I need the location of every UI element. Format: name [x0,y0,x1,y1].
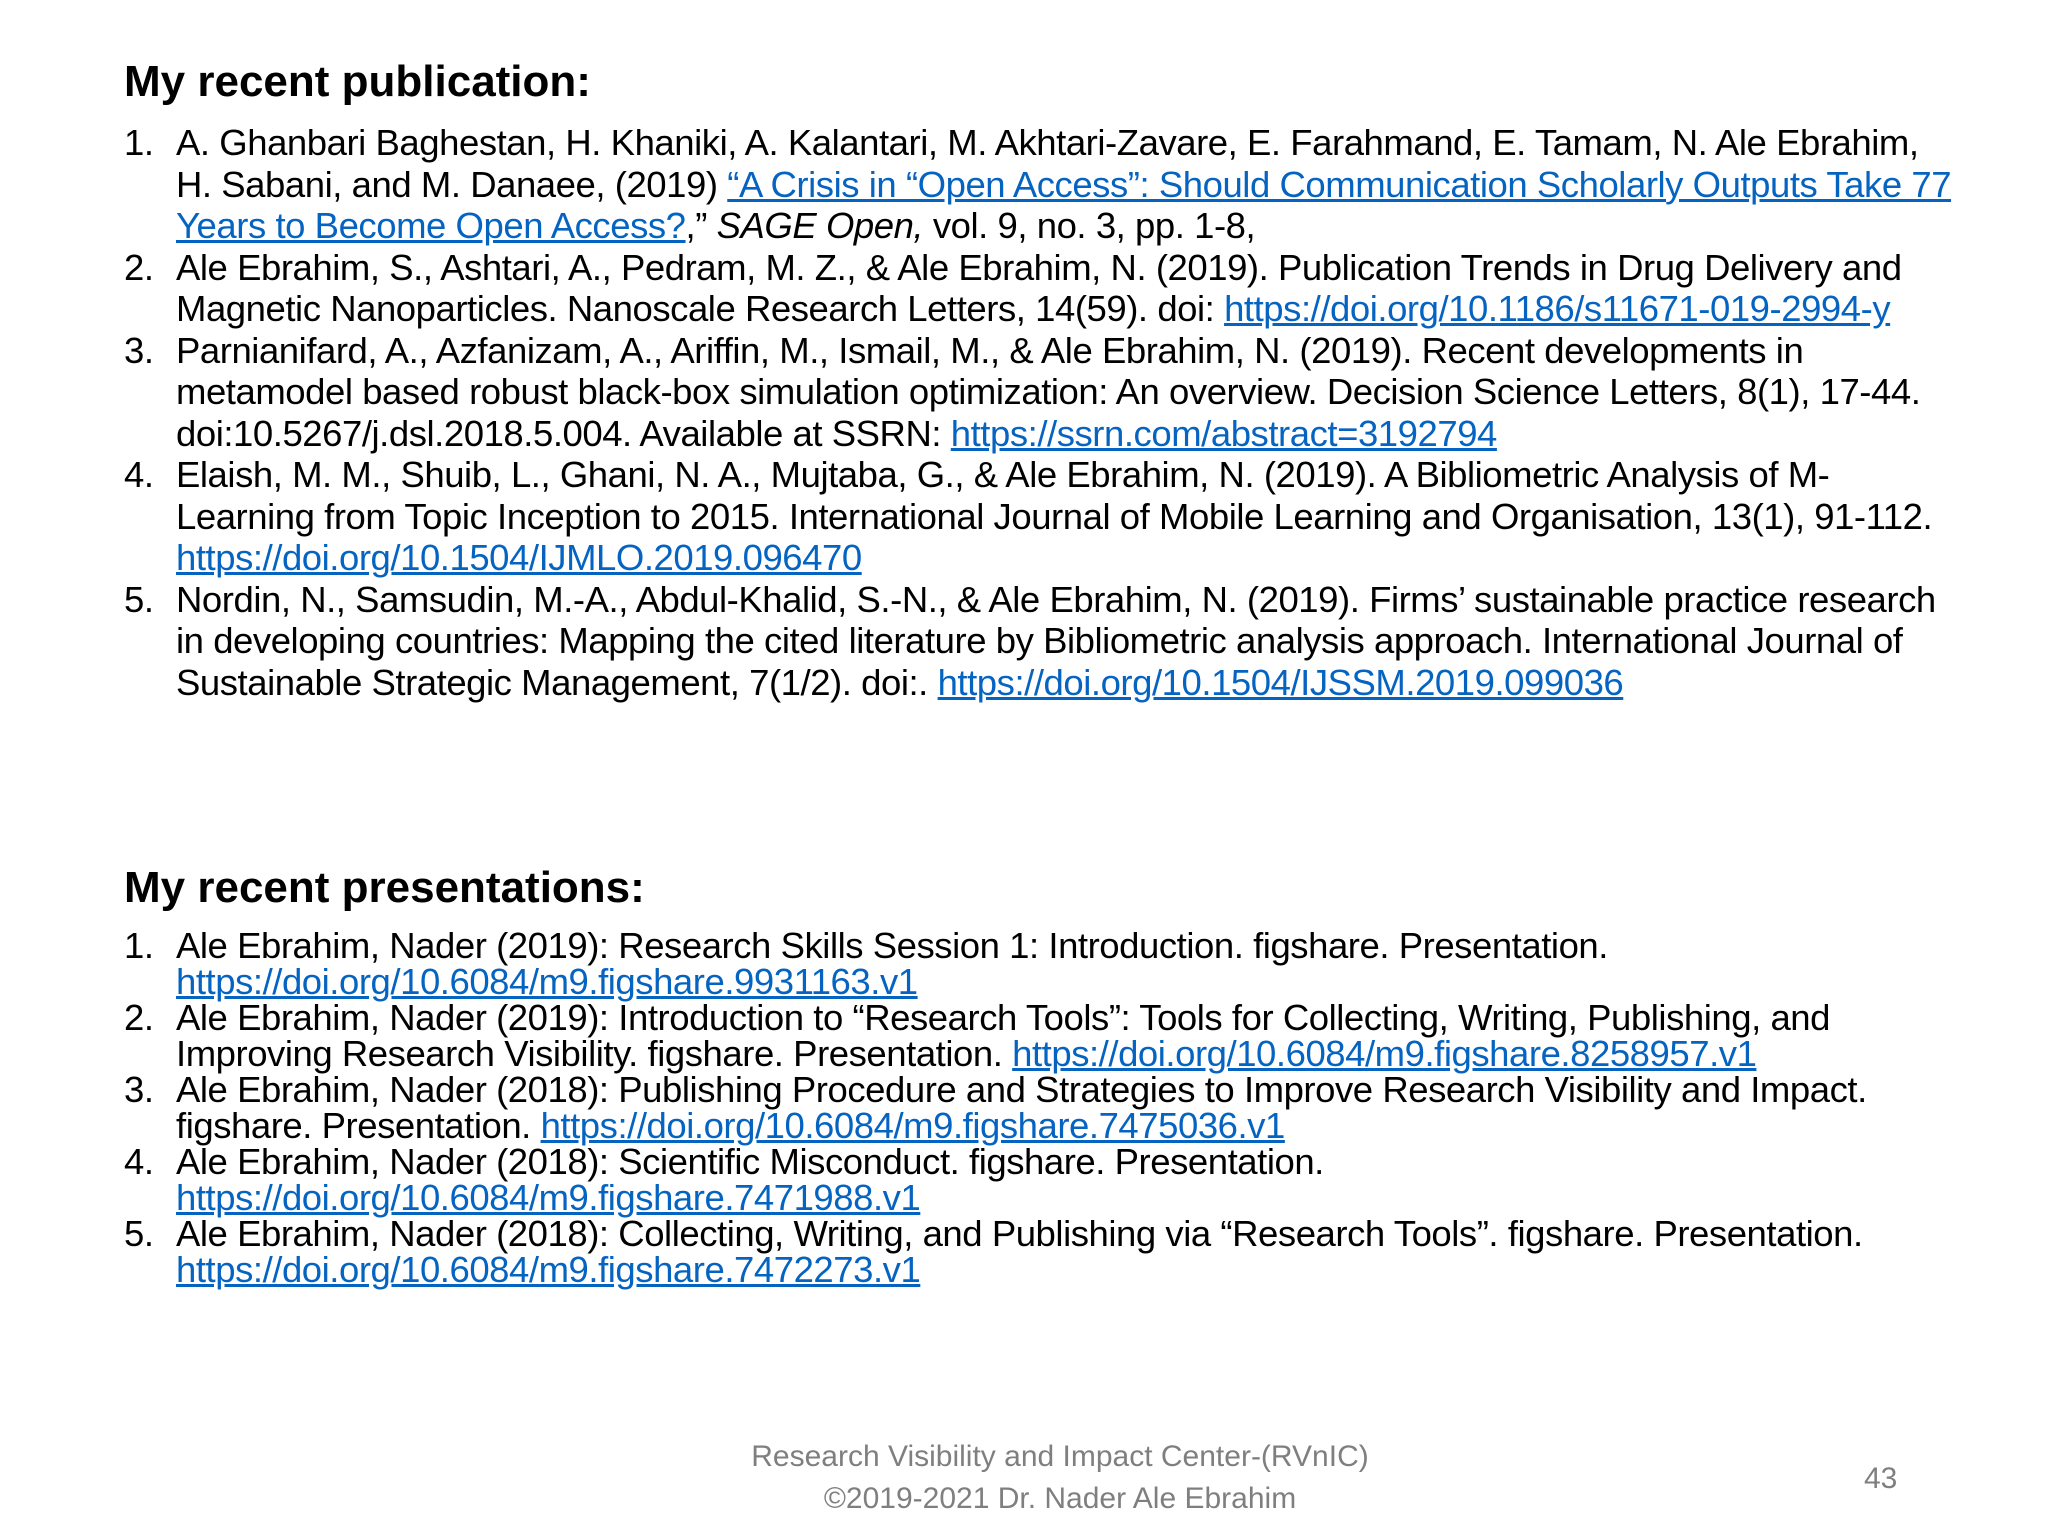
item-citation: Nordin, N., Samsudin, M.-A., Abdul-Khalid, S.-N., & Ale Ebrahim, N. (2019). Firms’ sustainable practice research in developing countries: Mapping the cited literature by Bibliometric analysis approach. International Journal of Sustainable Strategic Management, 7(1/2). doi:. [176,578,1936,703]
item-text [176,122,1954,247]
list-item [124,579,1954,704]
item-text [176,330,1954,455]
item-details: vol. 9, no. 3, pp. 1-8, [923,205,1256,246]
item-citation: Ale Ebrahim, S., Ashtari, A., Pedram, M. Z., & Ale Ebrahim, N. (2019). Publication Trends in Drug Delivery and Magnetic Nanoparticles. Nanoscale Research Letters, 14(59). doi: [176,246,1902,329]
item-link[interactable]: https://doi.org/10.1504/IJMLO.2019.096470 [176,537,862,578]
list-item [124,925,1954,1002]
item-number: 3. [124,329,154,371]
item-number: 2. [124,997,154,1038]
item-citation: Ale Ebrahim, Nader (2018): Publishing Procedure and Strategies to Improve Research Visibility and Impact. figshare. Presentation. [176,1069,1867,1146]
item-punct: ,” [685,205,717,246]
item-journal: SAGE Open, [716,205,924,246]
publications-heading: My recent publication: [124,57,591,106]
item-number: 1. [124,122,154,163]
item-text [176,454,1954,579]
footer-copyright: ©2019-2021 Dr. Nader Ale Ebrahim [823,1482,1297,1515]
item-citation: Ale Ebrahim, Nader (2018): Collecting, Writing, and Publishing via “Research Tools”. figshare. Presentation. [176,1213,1863,1254]
item-link[interactable]: https://ssrn.com/abstract=3192794 [950,412,1497,454]
list-item [124,247,1954,330]
footer-center-name: Research Visibility and Impact Center-(RVnIC) [751,1440,1369,1473]
item-citation: Ale Ebrahim, Nader (2018): Scientific Misconduct. figshare. Presentation. [176,1141,1324,1182]
list-item [124,1213,1954,1290]
item-link[interactable]: https://doi.org/10.1186/s11671-019-2994-y [1224,288,1891,329]
list-item [124,1069,1954,1146]
item-text [176,1069,1954,1146]
item-number: 5. [124,578,154,620]
item-link[interactable]: https://doi.org/10.6084/m9.figshare.7471988.v1 [176,1177,921,1218]
item-number: 2. [124,246,154,288]
item-citation: Elaish, M. M., Shuib, L., Ghani, N. A., Mujtaba, G., & Ale Ebrahim, N. (2019). A Bibliometric Analysis of M-Learning from Topic Inception to 2015. International Journal of Mobile Learning and Organisation, 13(1), 91-112. [176,454,1933,537]
item-text [176,925,1954,1002]
item-link[interactable]: https://doi.org/10.6084/m9.figshare.7475036.v1 [540,1105,1285,1146]
list-item [124,1141,1954,1218]
list-item [124,330,1954,455]
item-link[interactable]: https://doi.org/10.6084/m9.figshare.8258957.v1 [1012,1033,1757,1074]
item-number: 3. [124,1069,154,1110]
presentations-list [124,925,1954,1290]
item-link[interactable]: “A Crisis in “Open Access”: Should Communication Scholarly Outputs Take 77 Years to Become Open Access? [176,163,1952,246]
item-citation: Ale Ebrahim, Nader (2019): Research Skills Session 1: Introduction. figshare. Presentation. [176,925,1608,966]
item-link[interactable]: https://doi.org/10.1504/IJSSM.2019.099036 [937,661,1624,703]
list-item [124,122,1954,247]
item-citation: Parnianifard, A., Azfanizam, A., Ariffin, M., Ismail, M., & Ale Ebrahim, N. (2019). Recent developments in metamodel based robust black-box simulation optimization: An overview. Decision Science Letters, 8(1), 17-44. doi:10.5267/j.dsl.2018.5.004. Available at SSRN: [176,329,1921,454]
list-item [124,454,1954,579]
item-text [176,247,1954,330]
item-authors: A. Ghanbari Baghestan, H. Khaniki, A. Kalantari, M. Akhtari-Zavare, E. Farahmand, E. Tamam, N. Ale Ebrahim, H. Sabani, and M. Danaee, (2019) [176,122,1919,205]
list-item [124,997,1954,1074]
item-text [176,579,1954,704]
item-number: 1. [124,925,154,966]
page-number: 43 [1864,1462,1898,1495]
footer [560,1436,1560,1520]
publications-list [124,122,1954,703]
item-number: 5. [124,1213,154,1254]
item-text [176,1213,1954,1290]
item-number: 4. [124,1141,154,1182]
item-link[interactable]: https://doi.org/10.6084/m9.figshare.9931163.v1 [176,961,918,1002]
item-text [176,1141,1954,1218]
item-text [176,997,1954,1074]
item-link[interactable]: https://doi.org/10.6084/m9.figshare.7472273.v1 [176,1249,921,1290]
presentations-heading: My recent presentations: [124,863,645,912]
item-citation: Ale Ebrahim, Nader (2019): Introduction to “Research Tools”: Tools for Collecting, Writing, Publishing, and Improving Research Visibility. figshare. Presentation. [176,997,1831,1074]
item-number: 4. [124,454,154,495]
